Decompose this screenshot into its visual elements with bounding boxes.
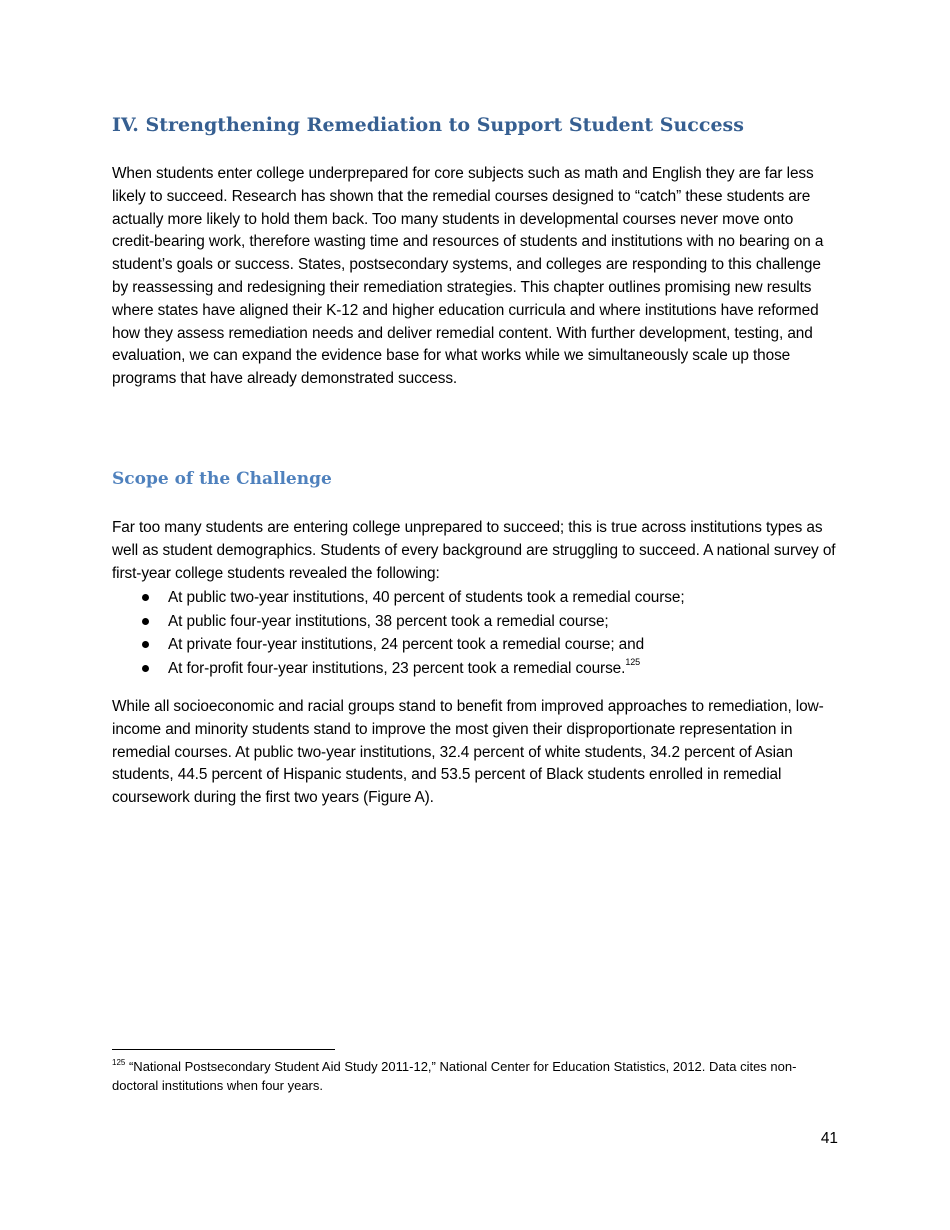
scope-paragraph: Far too many students are entering college unprepared to succeed; this is true across institutions types as well as student demographics. Students of every background are struggling to succeed. A national survey of first-year college students revealed the following: xyxy=(112,519,836,582)
groups-paragraph: While all socioeconomic and racial groups stand to benefit from improved approaches to remediation, low-income and minority students stand to improve the most given their disproportionate representation in remedial courses. At public two-year institutions, 32.4 percent of white students, 34.2 percent of Asian students, 44.5 percent of Hispanic students, and 53.5 percent of Black students enrolled in remedial coursework during the first two years (Figure A). xyxy=(112,698,824,807)
footnote-text: “National Postsecondary Student Aid Study 2011-12,” National Center for Education Statistics, 2012. Data cites non-doctoral institutions when four years. xyxy=(112,1059,797,1093)
intro-paragraph: When students enter college underprepared for core subjects such as math and English they are far less likely to succeed. Research has shown that the remedial courses designed to “catch” these students are actually more likely to hold them back. Too many students in developmental courses never move onto credit-bearing work, therefore wasting time and resources of students and institutions with no bearing on a student’s goals or success. States, postsecondary systems, and colleges are responding to this challenge by reassessing and redesigning their remediation strategies. This chapter outlines promising new results where states have aligned their K-12 and higher education curricula and where institutions have reformed how they assess remediation needs and deliver remedial content. With further development, testing, and evaluation, we can expand the evidence base for what works while we simultaneously scale up those programs that have already demonstrated success. xyxy=(112,165,824,388)
list-item: At for-profit four-year institutions, 23 percent took a remedial course.$^{125}$ xyxy=(112,657,685,681)
footnote xyxy=(112,1057,838,1095)
footnote-number: 125 xyxy=(112,1057,126,1067)
section-heading: IV. Strengthening Remediation to Support Student Success xyxy=(112,114,744,136)
list-item: At private four-year institutions, 24 percent took a remedial course; and xyxy=(112,633,685,657)
page-number: 41 xyxy=(820,1130,838,1147)
list-item: At public two-year institutions, 40 percent of students took a remedial course; xyxy=(112,586,685,610)
remedial-stats-list xyxy=(112,586,685,680)
footnote-separator xyxy=(112,1049,335,1050)
list-item: At public four-year institutions, 38 percent took a remedial course; xyxy=(112,610,685,634)
footnote-reference[interactable]: 125 xyxy=(625,657,641,668)
scope-heading: Scope of the Challenge xyxy=(112,469,332,489)
